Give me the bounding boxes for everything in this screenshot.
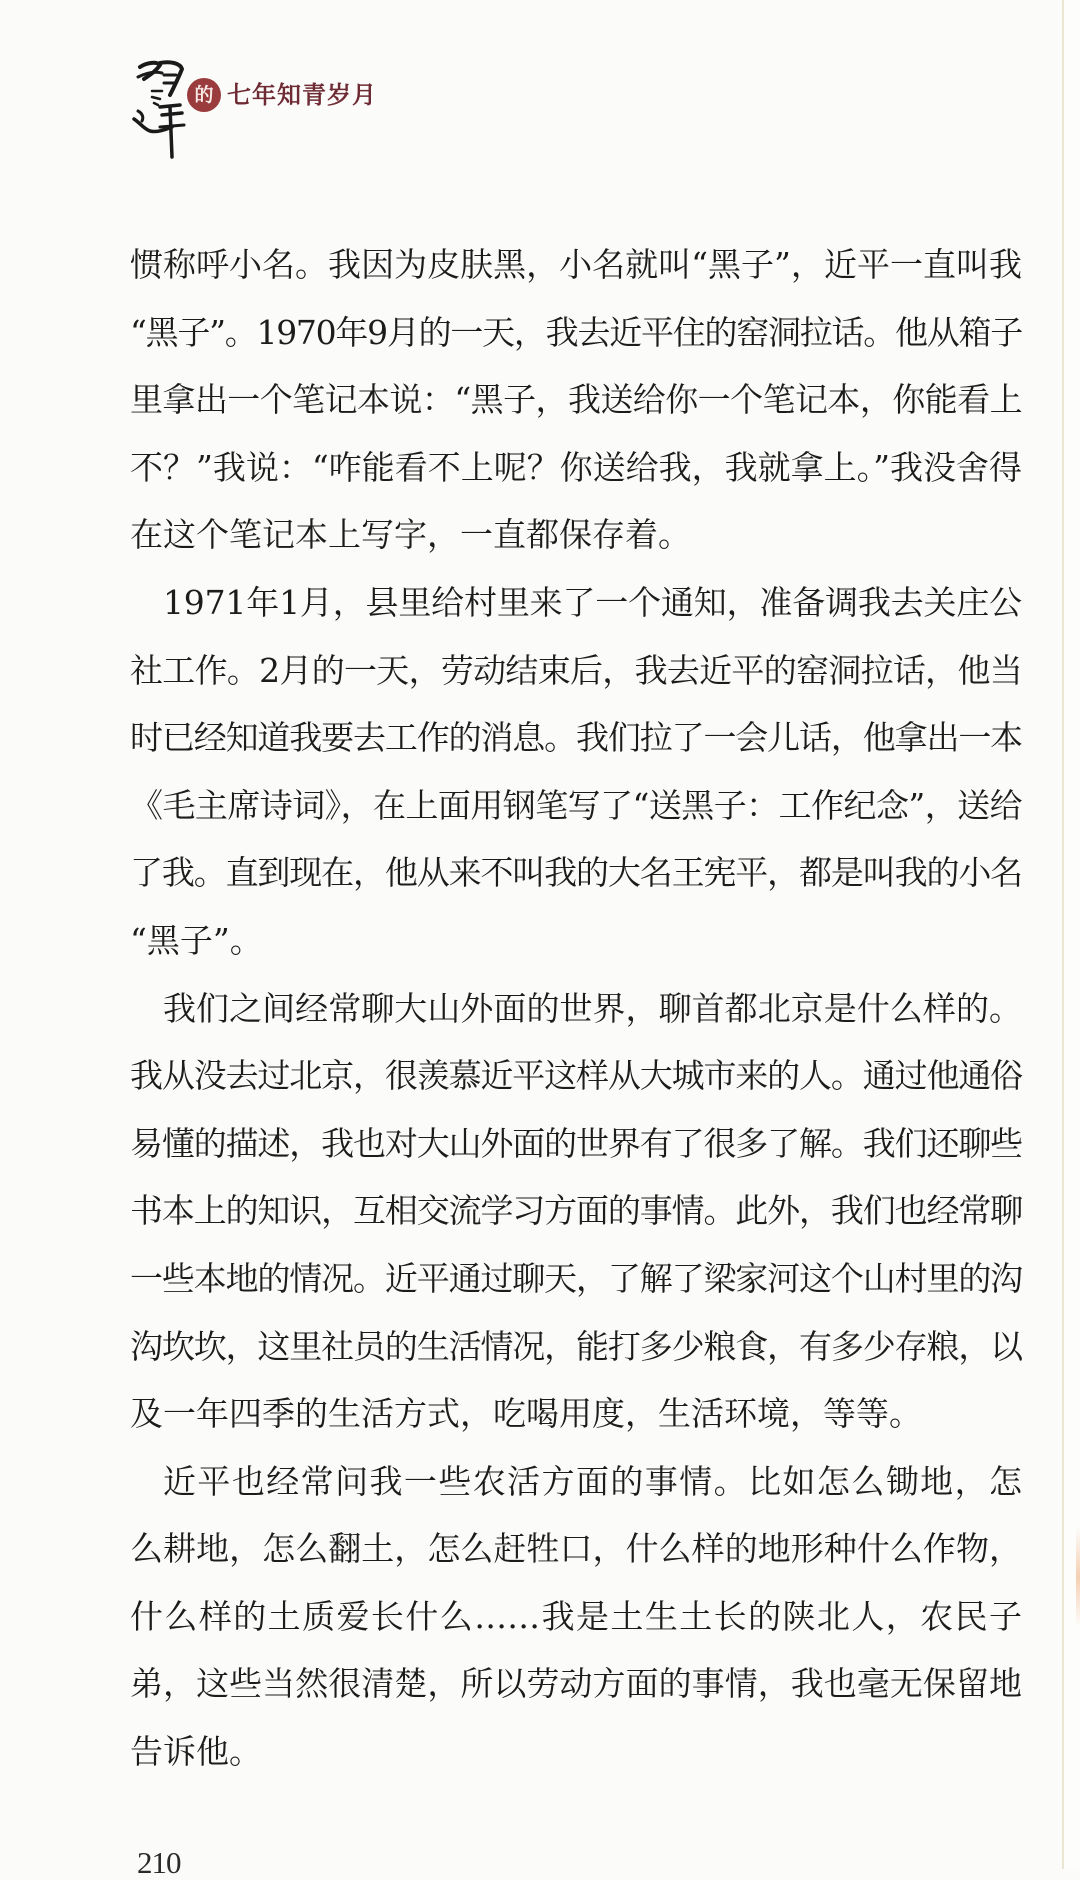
text-line: 里拿出一个笔记本说：“黑子，我送给你一个笔记本，你能看上 <box>130 380 1022 420</box>
text-line: 在这个笔记本上写字，一直都保存着。 <box>130 515 691 555</box>
page-number: 210 <box>137 1845 181 1880</box>
text-line: 弟，这些当然很清楚，所以劳动方面的事情，我也毫无保留地 <box>130 1664 1022 1704</box>
text-line: 1971年1月，县里给村里来了一个通知，准备调我去关庄公 <box>163 582 1022 622</box>
text-line: 近平也经常问我一些农活方面的事情。比如怎么锄地，怎 <box>163 1461 1022 1501</box>
text-line: 什么样的土质爱长什么……我是土生土长的陕北人，农民子 <box>130 1596 1022 1636</box>
text-line: 社工作。2月的一天，劳动结束后，我去近平的窑洞拉话，他当 <box>130 650 1022 690</box>
text-line: “黑子”。1970年9月的一天，我去近平住的窑洞拉话。他从箱子 <box>130 312 1022 352</box>
text-line: 么耕地，怎么翻土，怎么赶牲口，什么样的地形种什么作物， <box>130 1529 1022 1569</box>
page-edge <box>1062 0 1064 1869</box>
text-line: 《毛主席诗词》，在上面用钢笔写了“送黑子：工作纪念”，送给 <box>130 785 1022 825</box>
body-text <box>130 231 1022 1786</box>
text-line: “黑子”。 <box>130 920 263 960</box>
book-title: 七年知青岁月 <box>227 80 377 109</box>
text-line: 一些本地的情况。近平通过聊天，了解了梁家河这个山村里的沟 <box>130 1258 1022 1298</box>
text-line: 惯称呼小名。我因为皮肤黑，小名就叫“黑子”，近平一直叫我 <box>130 245 1022 284</box>
text-line: 及一年四季的生活方式，吃喝用度，生活环境，等等。 <box>130 1394 922 1434</box>
text-line: 书本上的知识，互相交流学习方面的事情。此外，我们也经常聊 <box>130 1191 1022 1231</box>
text-line: 我从没去过北京，很羡慕近平这样从大城市来的人。通过他通俗 <box>130 1056 1022 1096</box>
running-head <box>128 55 428 165</box>
text-line: 沟坎坎，这里社员的生活情况，能打多少粮食，有多少存粮，以 <box>130 1326 1022 1366</box>
seal-badge: 的 <box>187 78 221 112</box>
text-line: 时已经知道我要去工作的消息。我们拉了一会儿话，他拿出一本 <box>130 718 1022 758</box>
calligraphy-logo-icon <box>130 57 188 161</box>
text-line: 告诉他。 <box>130 1732 262 1772</box>
text-line: 易懂的描述，我也对大山外面的世界有了很多了解。我们还聊些 <box>130 1123 1022 1163</box>
edge-tint <box>1076 1527 1080 1627</box>
text-line: 不？”我说：“咋能看不上呢？你送给我，我就拿上。”我没舍得 <box>130 447 1022 487</box>
text-line: 我们之间经常聊大山外面的世界，聊首都北京是什么样的。 <box>163 988 1022 1028</box>
text-line: 了我。直到现在，他从来不叫我的大名王宪平，都是叫我的小名 <box>130 853 1022 893</box>
